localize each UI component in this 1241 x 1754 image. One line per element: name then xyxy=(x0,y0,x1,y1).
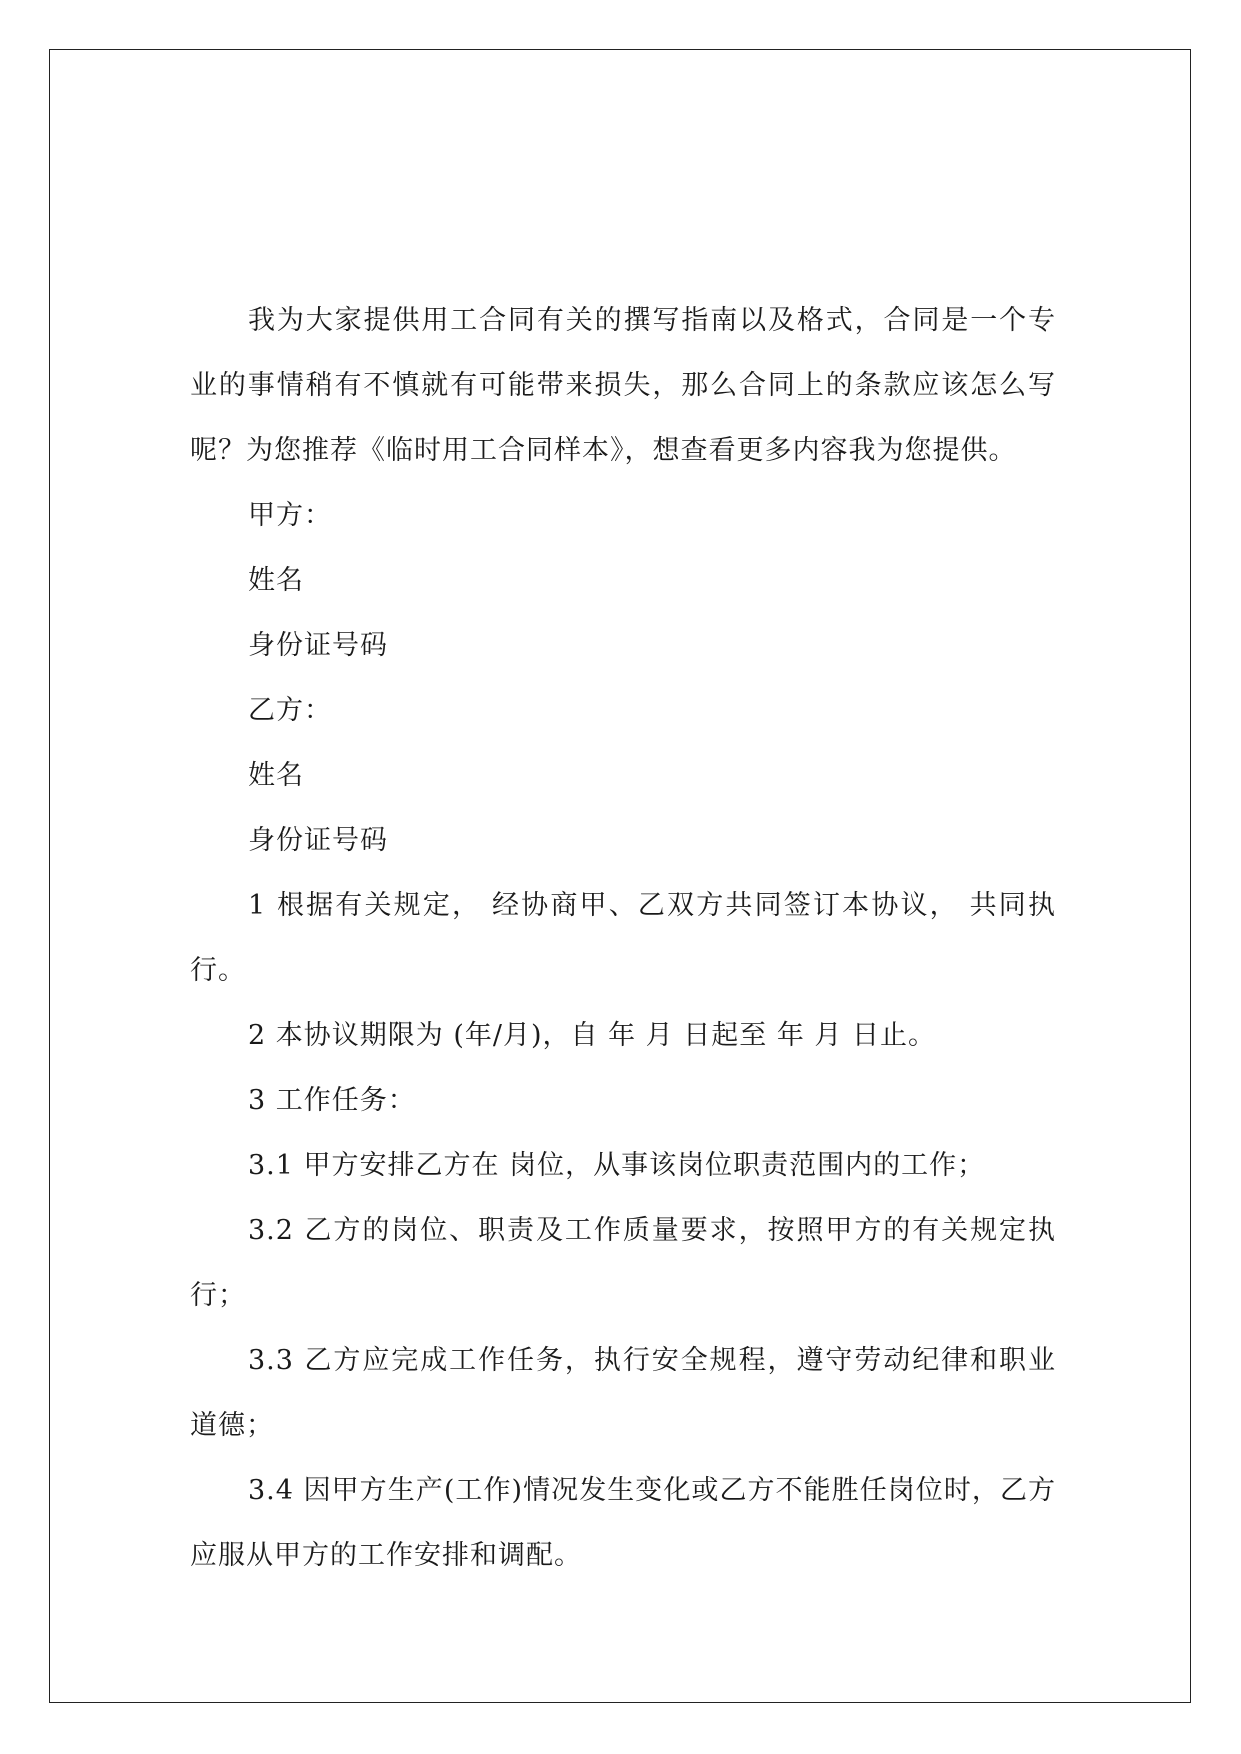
party-b-name-label: 姓名 xyxy=(248,760,304,791)
party-b-label: 乙方： xyxy=(248,695,332,726)
clause-2: 2 本协议期限为 (年/月)，自 年 月 日起至 年 月 日止。 xyxy=(248,1020,937,1051)
intro-paragraph: 我为大家提供用工合同有关的撰写指南以及格式，合同是一个专业的事情稍有不慎就有可能带来损失，那么合同上的条款应该怎么写呢？为您推荐《临时用工合同样本》，想查看更多内容我为您提供。 xyxy=(190,305,1056,466)
clause-1: 1 根据有关规定， 经协商甲、乙双方共同签订本协议， 共同执行。 xyxy=(190,890,1056,986)
clause-3: 3 工作任务： xyxy=(248,1085,416,1116)
clause-3-4: 3.4 因甲方生产(工作)情况发生变化或乙方不能胜任岗位时，乙方应服从甲方的工作安排和调配。 xyxy=(190,1475,1056,1571)
clause-3-1: 3.1 甲方安排乙方在 岗位，从事该岗位职责范围内的工作； xyxy=(248,1150,986,1181)
party-b-id-label: 身份证号码 xyxy=(248,825,388,856)
clause-3-2: 3.2 乙方的岗位、职责及工作质量要求，按照甲方的有关规定执行； xyxy=(190,1215,1056,1311)
party-a-label: 甲方： xyxy=(248,500,332,531)
party-a-id-label: 身份证号码 xyxy=(248,630,388,661)
party-a-name-label: 姓名 xyxy=(248,565,304,596)
clause-3-3: 3.3 乙方应完成工作任务，执行安全规程，遵守劳动纪律和职业道德； xyxy=(190,1345,1056,1441)
document-body xyxy=(190,288,1056,1588)
